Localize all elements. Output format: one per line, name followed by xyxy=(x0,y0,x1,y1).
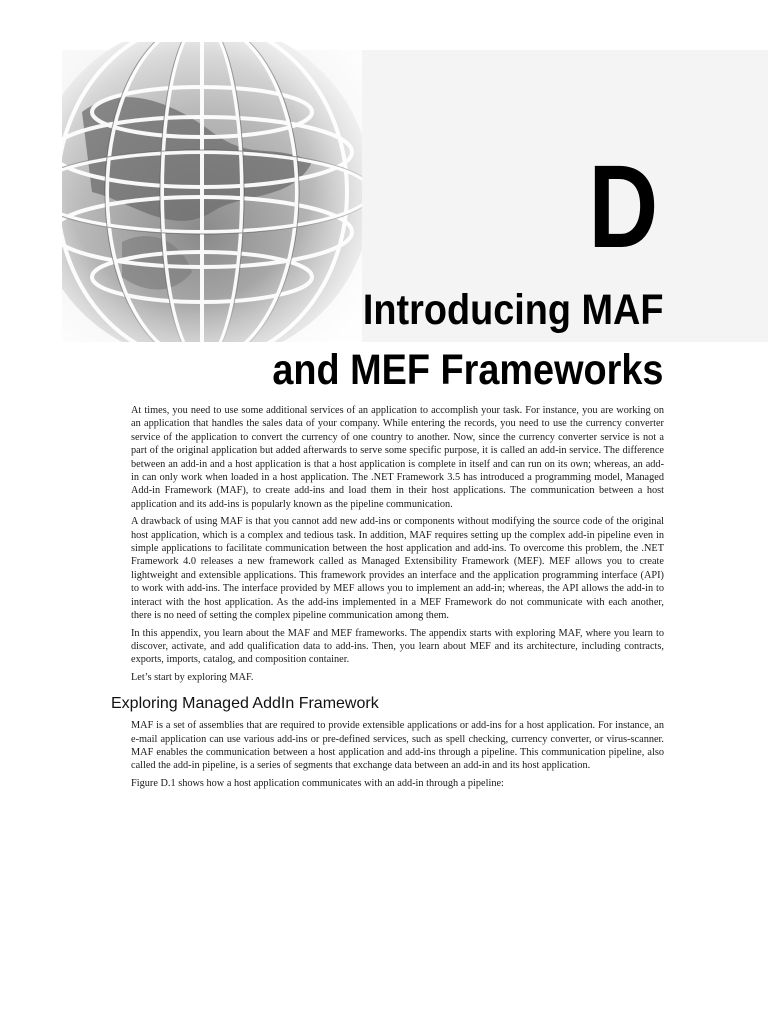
chapter-title-line-2: and MEF Frameworks xyxy=(271,346,663,394)
chapter-title xyxy=(272,280,663,400)
intro-paragraph: Let’s start by exploring MAF. xyxy=(131,671,254,683)
chapter-letter: D xyxy=(588,141,658,273)
intro-paragraph: At times, you need to use some additional services of an application to accomplish your task. For instance, you are working on an application that handles the sales data of your company. While entering the records, you need to use the currency converter service of the application to convert the currency of one country to another. Now, since the currency converter service is not a part of the original application but added afterwards to serve some specific purpose, it is called an add-in service. The difference between an add-in and a host application is that a host application is complete in itself and can run on its own; whereas, an add-in can only work when loaded in a host application. The .NET Framework 3.5 has introduced a programming model, Managed Add-in Framework (MAF), to create add-ins and load them in their host applications. The communication between a host application and its add-ins is popularly known as the pipeline communication. xyxy=(131,405,664,510)
intro-paragraph: In this appendix, you learn about the MAF and MEF frameworks. The appendix starts with exploring MAF, where you learn to discover, activate, and add qualification data to add-ins. Then, you learn about MEF and its architecture, including contracts, exports, imports, catalog, and composition container. xyxy=(131,627,664,666)
section-paragraph: MAF is a set of assemblies that are required to provide extensible applications or add-ins for a host application. For instance, an e-mail application can use various add-ins or pre-defined services, such as spell checking, currency converter, or virus-scanner. MAF enables the communication between a host application and add-ins through a pipeline. This communication pipeline, also called the add-in pipeline, is a series of segments that exchange data between an add-in and its host application. xyxy=(131,720,664,772)
chapter-title-line-1: Introducing MAF xyxy=(362,286,663,334)
section-heading: Exploring Managed AddIn Framework xyxy=(111,695,379,713)
body-text xyxy=(111,404,664,794)
section-paragraph: Figure D.1 shows how a host application communicates with an add-in through a pipeline: xyxy=(131,777,504,789)
intro-paragraph: A drawback of using MAF is that you cannot add new add-ins or components without modifying the source code of the original host application, which is a complex and tedious task. In addition, MAF requires setting up the complex add-in pipeline even in simple applications to facilitate communication between the host application and add-ins. To overcome this problem, the .NET Framework 4.0 releases a new framework called as Managed Extensibility Framework (MEF). MEF allows you to create lightweight and extensible applications. This framework provides an interface and the application programming interface (API) to work with add-ins. The interface provided by MEF allows you to implement an add-in; whereas, the API allows the add-in to interact with the host application. As the add-ins implemented in a MEF Framework do not communicate with each another, there is no need of setting the complex pipeline communication among them. xyxy=(131,516,664,622)
